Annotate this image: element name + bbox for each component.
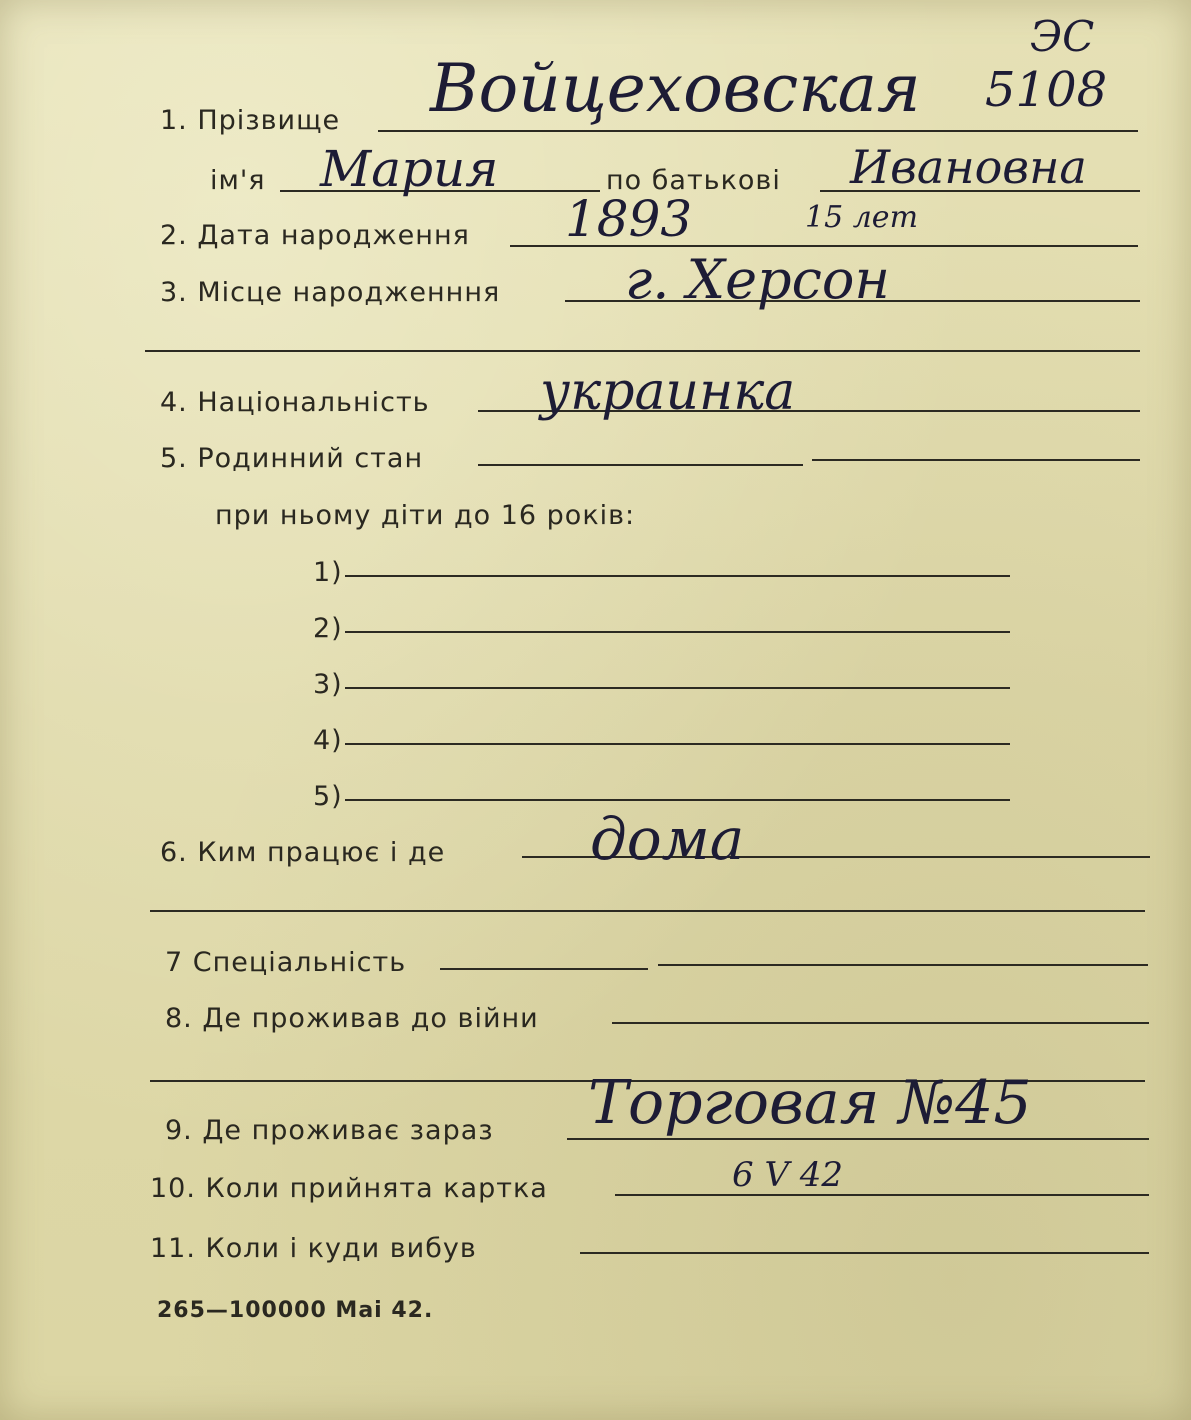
child-5-label: 5) xyxy=(313,781,343,812)
q5-label: 5. Родинний стан xyxy=(160,443,424,474)
child-1-label: 1) xyxy=(313,557,343,588)
handwritten-occupation: дома xyxy=(590,805,745,873)
handwritten-birth-note: 15 лет xyxy=(805,200,919,235)
handwritten-nationality: украинка xyxy=(540,362,796,422)
q2-label: 2. Дата народження xyxy=(160,220,470,251)
handwritten-birth-year: 1893 xyxy=(565,190,693,248)
q9-label: 9. Де проживає зараз xyxy=(165,1115,494,1146)
child-3-line xyxy=(345,687,1010,689)
handwritten-record-code: ЭС xyxy=(1030,12,1095,61)
q5-line-b xyxy=(812,459,1140,461)
q8-label: 8. Де проживав до війни xyxy=(165,1003,539,1034)
q11-line xyxy=(580,1252,1149,1254)
handwritten-current-address: Торговая №45 xyxy=(588,1068,1032,1138)
child-2-label: 2) xyxy=(313,613,343,644)
child-1-line xyxy=(345,575,1010,577)
child-4-line xyxy=(345,743,1010,745)
child-5-line xyxy=(345,799,1010,801)
children-label: при ньому діти до 16 років: xyxy=(215,500,636,531)
q7-label: 7 Спеціальність xyxy=(165,947,407,978)
q3-extra-line xyxy=(145,350,1140,352)
handwritten-surname: Войцеховская xyxy=(430,50,921,127)
q6-extra-line xyxy=(150,910,1145,912)
q3-label: 3. Місце народженння xyxy=(160,277,501,308)
q8-line xyxy=(612,1022,1149,1024)
q1-name-label: ім'я xyxy=(210,165,266,196)
q10-label: 10. Коли прийнята картка xyxy=(150,1173,548,1204)
q1-patronymic-label: по батькові xyxy=(606,165,781,196)
q4-label: 4. Національність xyxy=(160,387,430,418)
print-run-code: 265—100000 Mai 42. xyxy=(157,1298,434,1323)
child-2-line xyxy=(345,631,1010,633)
q7-line-b xyxy=(658,964,1148,966)
q10-line xyxy=(615,1194,1149,1196)
handwritten-birthplace: г. Херсон xyxy=(625,248,890,311)
q1-surname-label: 1. Прізвище xyxy=(160,105,341,136)
q1-surname-line xyxy=(378,130,1138,132)
q5-line-a xyxy=(478,464,803,466)
handwritten-name: Мария xyxy=(320,140,499,198)
q11-label: 11. Коли і куди вибув xyxy=(150,1233,477,1264)
handwritten-patronymic: Ивановна xyxy=(850,140,1087,194)
child-3-label: 3) xyxy=(313,669,343,700)
handwritten-card-date: 6 V 42 xyxy=(732,1155,844,1195)
q9-line xyxy=(567,1138,1149,1140)
child-4-label: 4) xyxy=(313,725,343,756)
handwritten-record-number: 5108 xyxy=(985,62,1108,118)
q7-line-a xyxy=(440,968,648,970)
q6-label: 6. Ким працює і де xyxy=(160,837,446,868)
